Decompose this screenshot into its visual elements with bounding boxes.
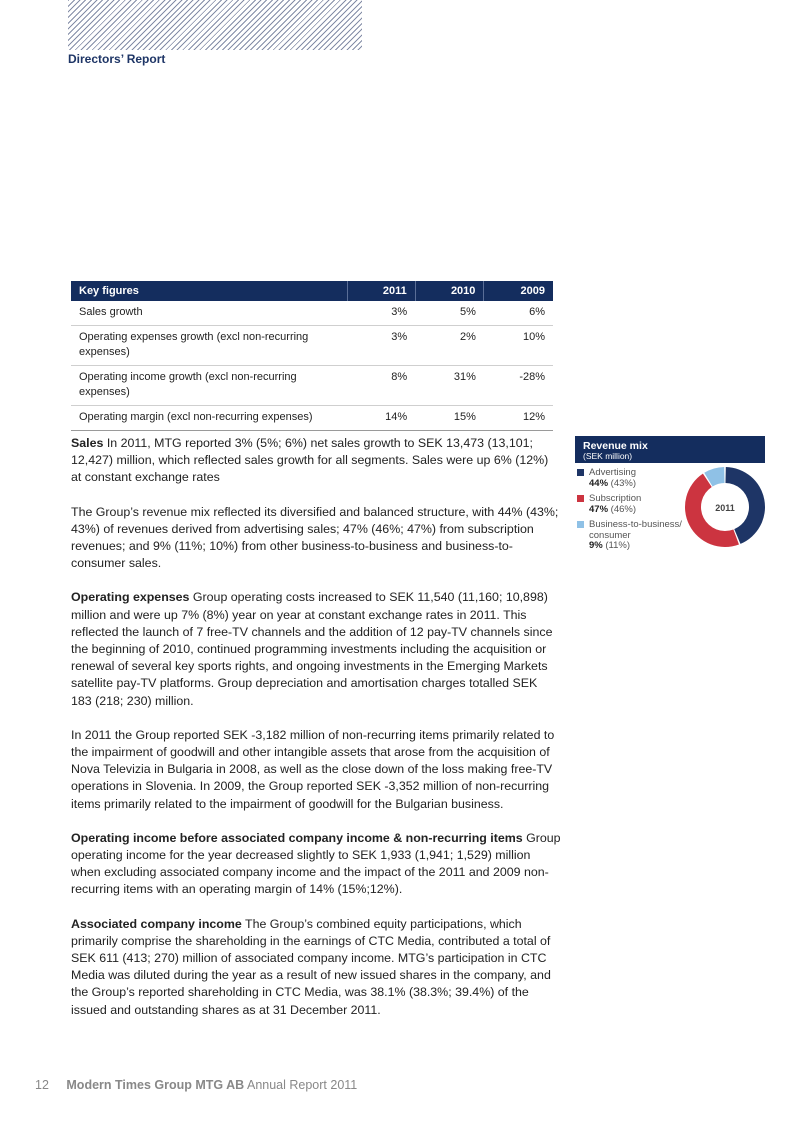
paragraph-heading: Operating expenses [71,590,190,605]
legend-prev: (43%) [608,477,636,489]
page-footer [35,1078,357,1092]
header-hatch-pattern [68,0,362,50]
row-value-2010: 15% [415,406,484,431]
table-row [71,366,553,406]
row-value-2009: 6% [484,301,553,326]
row-value-2010: 5% [415,301,484,326]
table-row [71,326,553,366]
legend-value-line [589,505,697,516]
revenue-mix-donut-chart [684,466,766,548]
legend-prev: (11%) [602,540,631,551]
row-value-2011: 8% [348,366,416,406]
table-row [71,406,553,431]
section-title: Directors’ Report [68,52,166,66]
row-label: Operating expenses growth (excl non-recurring expenses) [71,326,348,366]
legend-swatch [577,495,584,502]
row-label: Sales growth [71,301,348,326]
revenue-mix-header [575,436,765,463]
row-label: Operating margin (excl non-recurring expenses) [71,406,348,431]
revenue-mix-title: Revenue mix [583,440,648,452]
table-header-2009: 2009 [484,281,553,301]
table-header-2011: 2011 [348,281,416,301]
row-value-2009: 10% [484,326,553,366]
legend-item-subscription [577,494,697,515]
legend-item-b2b-consumer [577,520,697,552]
table-header-2010: 2010 [415,281,484,301]
page-number: 12 [35,1078,49,1092]
legend-swatch [577,521,584,528]
legend-value: 9% [589,540,603,551]
legend-name: Subscription [589,493,642,504]
paragraph-heading: Sales [71,436,104,450]
paragraph-revenue-mix: The Group’s revenue mix reflected its diversified and balanced structure, with 44% (43%; 43%) of revenues derived from advertising sales; 47% (46%; 47%) from subscription revenues; and 9% (11%; 10%) from other business-to-business and business-to-consumer sales. [71,504,559,571]
row-value-2010: 31% [415,366,484,406]
footer-report: Annual Report 2011 [246,1078,358,1092]
legend-value: 47% [589,503,609,515]
table-row [71,301,553,326]
revenue-mix-subtitle: (SEK million) [583,451,633,461]
table-header-row [71,281,553,301]
table-header-label: Key figures [71,281,348,301]
legend-prev: (46%) [608,503,636,515]
legend-name: Business-to-business/ consumer [589,519,682,541]
paragraph-non-recurring: In 2011 the Group reported SEK -3,182 million of non-recurring items primarily related to the impairment of goodwill and other intangible assets that arose from the acquisition of Nova Televizia in Bulgaria in 2008, as well as the close down of the loss making free-TV operations in Slovenia. In 2009, the Group reported SEK -3,352 million of non-recurring items primarily related to the impairment of goodwill for the Bulgarian business. [71,727,555,811]
row-value-2009: -28% [484,366,553,406]
paragraph-heading: Associated company income [71,916,242,931]
legend-value: 44% [589,477,609,489]
legend-value-line [589,541,697,552]
paragraph-associated-company [71,916,561,1019]
legend-name: Advertising [589,467,636,478]
row-value-2009: 12% [484,406,553,431]
legend-swatch [577,469,584,476]
key-figures-table [71,281,553,431]
row-value-2011: 14% [348,406,416,431]
footer-company: Modern Times Group MTG AB [66,1078,245,1092]
paragraph-text: Group operating income for the year decreased slightly to SEK 1,933 (1,941; 1,529) million when excluding associated company income and the impact of the 2011 and 2009 non-recurring items with an operating margin of 14% (15%;12%). [71,830,561,897]
row-value-2011: 3% [348,301,416,326]
row-label: Operating income growth (excl non-recurring expenses) [71,366,348,406]
legend-item-advertising [577,468,697,489]
body-text [71,435,561,1036]
paragraph-text: Group operating costs increased to SEK 11,540 (11,160; 10,898) million and were up 7% (8%) year on year at constant exchange rates in 2011. This reflected the launch of 7 free-TV channels and the addition of 12 pay-TV channels since the beginning of 2010, continued programming investments including the acquisition or renewal of several key sports rights, and ongoing investments in the Emerging Markets satellite pay-TV platforms. Group depreciation and amortisation charges totalled SEK 183 (218; 230) million. [71,590,553,708]
paragraph-sales [71,435,561,487]
paragraph-text: In 2011, MTG reported 3% (5%; 6%) net sales growth to SEK 13,473 (13,101; 12,427) million, which reflected sales growth for all segments. Sales were up 6% (12%) at constant exchange rates [71,436,549,485]
paragraph-operating-income [71,830,561,899]
donut-center-label: 2011 [715,503,735,513]
legend-value-line [589,479,697,490]
row-value-2010: 2% [415,326,484,366]
paragraph-operating-expenses [71,589,561,709]
row-value-2011: 3% [348,326,416,366]
paragraph-text: The Group’s combined equity participations, which primarily comprise the shareholding in the earnings of CTC Media, contributed a total of SEK 611 (413; 270) million of associated company income. MTG’s participation in CTC Media was diluted during the year as a result of new issued shares in the company, and the Group’s reported shareholding in CTC Media, was 38.1% (38.3%; 39.4%) of the issued and outstanding shares as at 31 December 2011. [71,916,551,1017]
revenue-mix-legend [577,468,697,557]
paragraph-heading: Operating income before associated company income & non-recurring items [71,830,523,845]
